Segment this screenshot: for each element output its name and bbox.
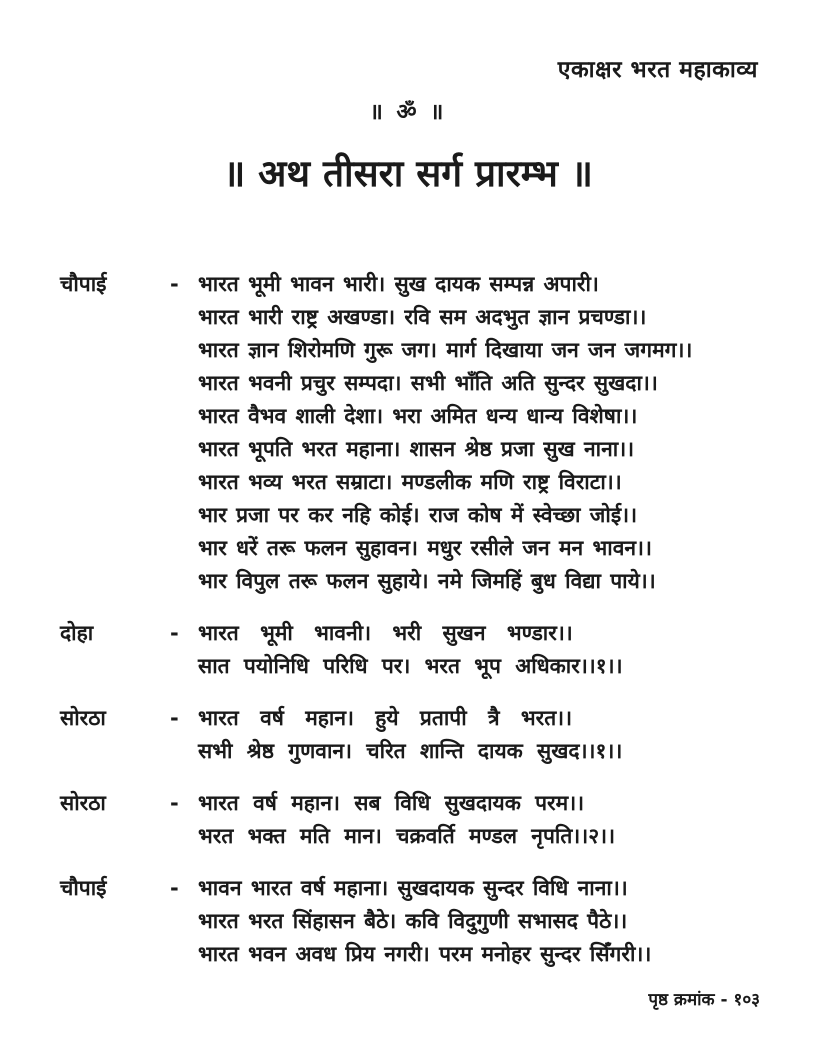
verse-line: भारत भवन अवध प्रिय नगरी। परम मनोहर सुन्दर सिँगरी।। [198, 942, 652, 966]
verse-separator-dash: - [170, 272, 179, 296]
om-invocation: ॥ ॐ ॥ [369, 100, 447, 125]
verse-line: सात पयोनिधि परिधि पर। भरत भूप अधिकार।।१।। [198, 654, 623, 678]
verse-line: भार प्रजा पर कर नहि कोई। राज कोष में स्वेच्छा जोई।। [198, 503, 638, 527]
verse-type-label: दोहा [60, 621, 94, 645]
verse-line: भारत भरत सिंहासन बैठे। कवि विदुगुणी सभासद पैठे।। [198, 909, 628, 933]
verse-lines [198, 617, 776, 683]
verse-type-label: चौपाई [60, 876, 107, 900]
verse-section [60, 268, 776, 598]
verse-line: भारत भव्य भरत सम्राटा। मण्डलीक मणि राष्ट्र विराटा।। [198, 470, 622, 494]
verse-section [60, 702, 776, 768]
verse-line: भारत ज्ञान शिरोमणि गुरू जग। मार्ग दिखाया जन जन जगमग।। [198, 338, 693, 362]
verse-lines [198, 872, 776, 971]
verse-separator-dash: - [170, 621, 179, 645]
verse-type-label: सोरठा [60, 791, 106, 815]
verse-separator-dash: - [170, 706, 179, 730]
verse-line: भारत भारी राष्ट्र अखण्डा। रवि सम अदभुत ज्ञान प्रचण्डा।। [198, 305, 647, 329]
verse-lines [198, 702, 776, 768]
verse-line: भार धरें तरू फलन सुहावन। मधुर रसीले जन मन भावन।। [198, 536, 652, 560]
verse-type-label: चौपाई [60, 272, 107, 296]
verse-line: भारत भवनी प्रचुर सम्पदा। सभी भाँति अति सुन्दर सुखदा।। [198, 371, 658, 395]
verse-line: भारत वर्ष महान। सब विधि सुखदायक परम।। [198, 791, 585, 815]
verse-line: सभी श्रेष्ठ गुणवान। चरित शान्ति दायक सुखद।।१।। [198, 739, 623, 763]
verse-section [60, 617, 776, 683]
verse-line: भारत भूपति भरत महाना। शासन श्रेष्ठ प्रजा सुख नाना।। [198, 437, 635, 461]
verse-line: भावन भारत वर्ष महाना। सुखदायक सुन्दर विधि नाना।। [198, 876, 628, 900]
verse-type-label: सोरठा [60, 706, 106, 730]
verse-section [60, 787, 776, 853]
verse-line: भार विपुल तरू फलन सुहाये। नमे जिमहिं बुध विद्या पाये।। [198, 569, 656, 593]
verse-section [60, 872, 776, 971]
verse-line: भारत वर्ष महान। हुये प्रतापी त्रै भरत।। [198, 706, 573, 730]
verse-body [60, 268, 776, 990]
running-header: एकाक्षर भरत महाकाव्य [557, 57, 758, 83]
verse-line: भारत भूमी भावनी। भरी सुखन भण्डार।। [198, 621, 573, 645]
verse-separator-dash: - [170, 876, 179, 900]
verse-separator-dash: - [170, 791, 179, 815]
verse-lines [198, 787, 776, 853]
verse-line: भरत भक्त मति मान। चक्रवर्ति मण्डल नृपति।।२।। [198, 824, 616, 848]
chapter-title: ॥ अथ तीसरा सर्ग प्रारम्भ ॥ [223, 152, 593, 195]
verse-line: भारत भूमी भावन भारी। सुख दायक सम्पन्न अपारी। [198, 272, 599, 296]
verse-line: भारत वैभव शाली देशा। भरा अमित धन्य धान्य विशेषा।। [198, 404, 638, 428]
verse-lines [198, 268, 776, 598]
page-number: पृष्ठ क्रमांक - १०३ [648, 990, 760, 1010]
